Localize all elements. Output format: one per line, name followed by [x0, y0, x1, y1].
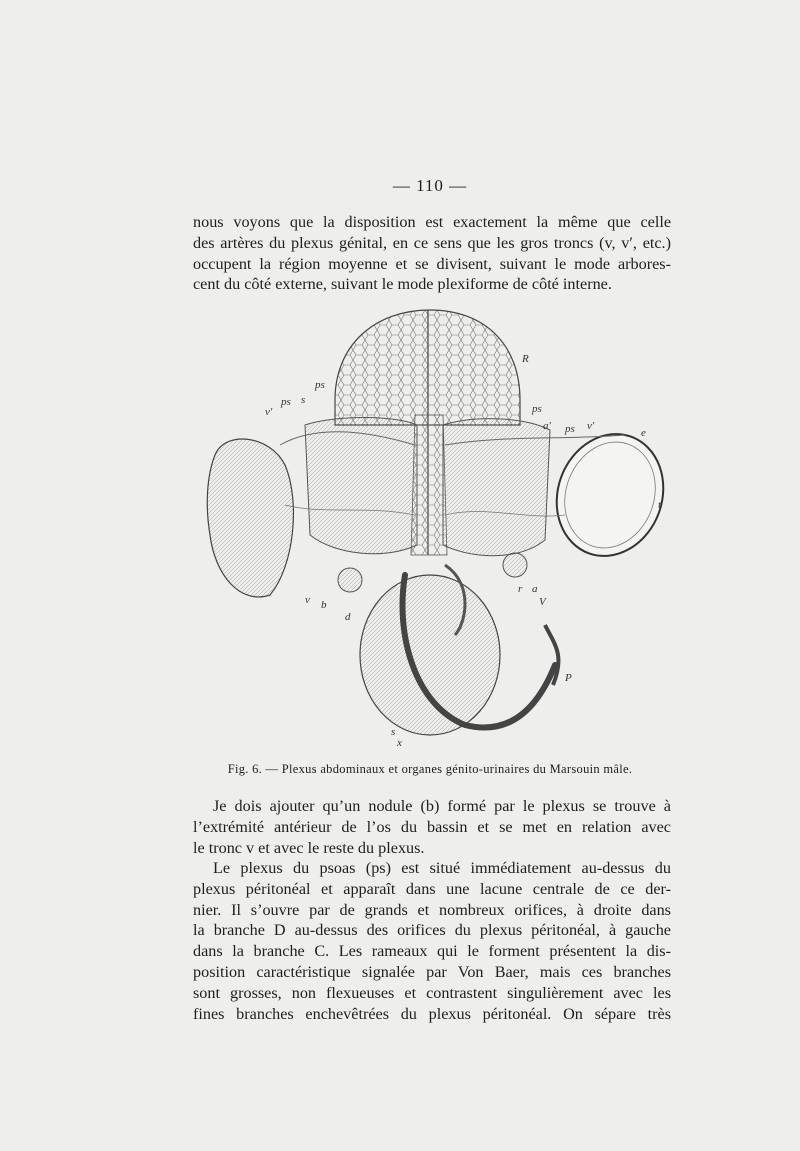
fig-label-a: a: [532, 583, 538, 595]
figure-caption: Fig. 6. — Plexus abdominaux et organes génito-urinaires du Marsouin mâle.: [227, 762, 633, 776]
fig-label-ps: ps: [532, 403, 542, 415]
text-line: la branche D au-dessus des orifices du plexus péritonéal, à gauche: [193, 921, 671, 940]
fig-label-v: v: [305, 594, 310, 606]
fig-label-b: b: [321, 599, 327, 611]
text-line: Le plexus du psoas (ps) est situé immédiatement au-dessus du: [213, 859, 671, 877]
fig-label-v-prime: v′: [265, 406, 273, 418]
text-line: position caractéristique signalée par Von Baer, mais ces branches: [193, 962, 671, 981]
paragraph-3: [193, 858, 671, 1024]
text-line: fines branches enchevêtrées du plexus péritonéal. On sépare très: [193, 1004, 671, 1023]
text-line: plexus péritonéal et apparaît dans une lacune centrale de ce der-: [193, 879, 671, 898]
fig-label-v-prime: v′: [587, 420, 595, 432]
text-line: cent du côté externe, suivant le mode plexiforme de côté interne.: [193, 275, 612, 294]
fig-label-P: P: [565, 672, 572, 684]
text-line: l’extrémité antérieur de l’os du bassin et se met en relation avec: [193, 817, 671, 836]
fig-label-s: s: [391, 726, 396, 738]
fig-label-r: r: [518, 583, 523, 595]
anatomical-figure: [185, 305, 675, 755]
fig-label-t: t: [658, 499, 662, 511]
fig-label-V: V: [539, 596, 546, 608]
text-line: dans la branche C. Les rameaux qui le forment présentent la dis-: [193, 942, 671, 961]
text-line: Je dois ajouter qu’un nodule (b) formé par le plexus se trouve à: [213, 797, 671, 815]
paragraph-2: [193, 796, 671, 858]
fig-label-ps: ps: [315, 379, 325, 391]
fig-label-s: s: [301, 394, 306, 406]
fig-label-ps: ps: [281, 396, 291, 408]
fig-label-a-prime: a′: [543, 420, 551, 432]
text-line: nous voyons que la disposition est exactement la même que celle: [193, 213, 671, 231]
anatomical-illustration: [185, 305, 675, 755]
paragraph-1: [193, 212, 671, 295]
page-number: — 110 —: [392, 176, 468, 195]
text-line: le tronc v et avec le reste du plexus.: [193, 838, 425, 857]
text-line: occupent la région moyenne et se divisent, suivant le mode arbores-: [193, 254, 671, 273]
text-line: nier. Il s’ouvre par de grands et nombreux orifices, à droite dans: [193, 900, 671, 919]
text-line: des artères du plexus génital, en ce sens que les gros troncs (v, v′, etc.): [193, 233, 671, 252]
fig-label-x: x: [397, 737, 402, 749]
fig-label-R: R: [522, 353, 529, 365]
text-line: sont grosses, non flexueuses et contrastent singulièrement avec les: [193, 983, 671, 1002]
fig-label-d: d: [345, 611, 351, 623]
fig-label-e: e: [641, 427, 646, 439]
fig-label-ps: ps: [565, 423, 575, 435]
